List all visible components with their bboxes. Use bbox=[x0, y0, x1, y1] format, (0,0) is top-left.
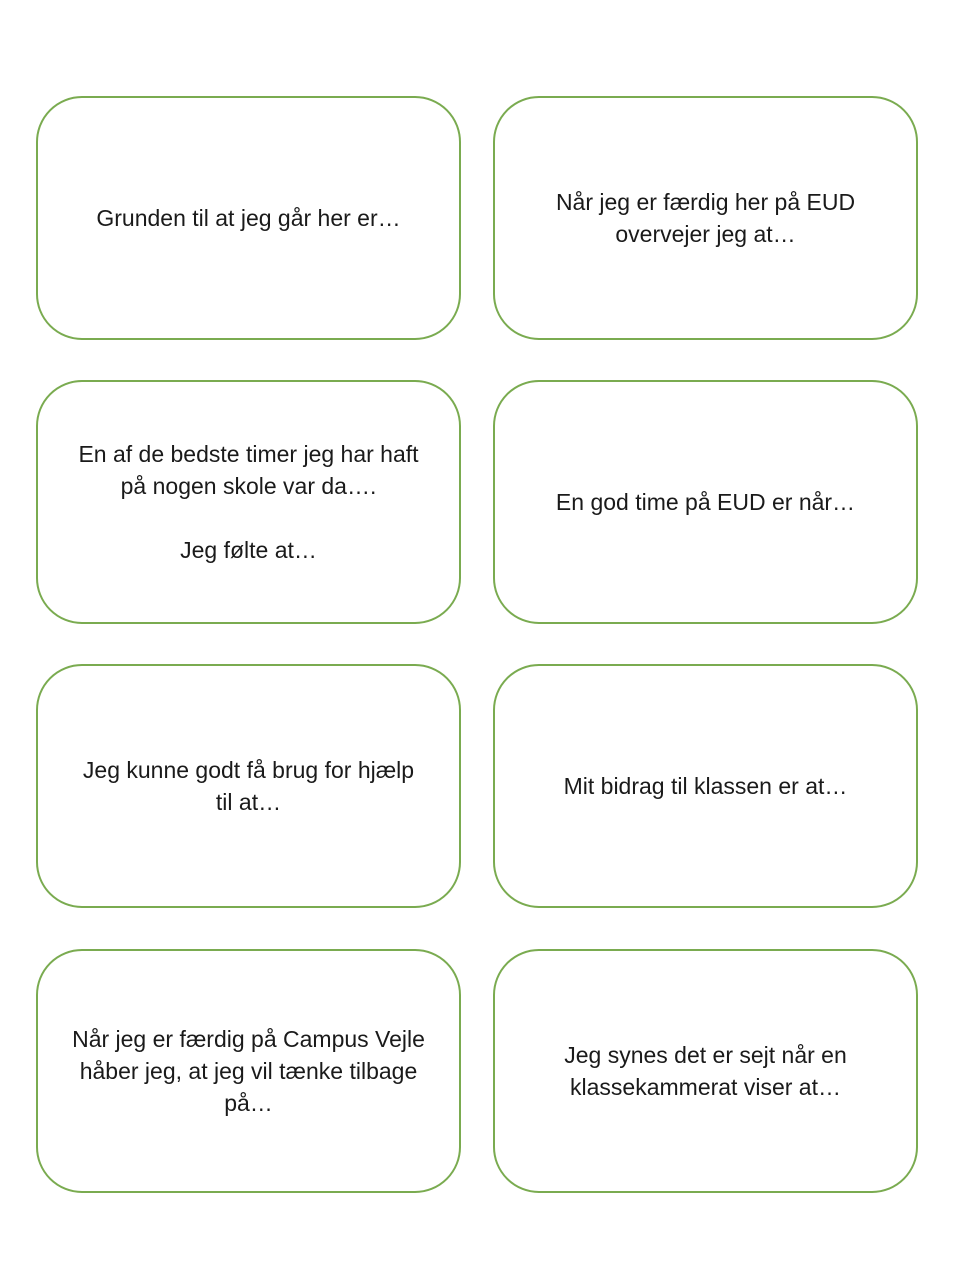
card-mit-bidrag bbox=[493, 664, 918, 908]
card-grunden bbox=[36, 96, 461, 340]
card-god-time bbox=[493, 380, 918, 624]
card-text: Mit bidrag til klassen er at… bbox=[563, 773, 848, 799]
card-bedste-timer bbox=[36, 380, 461, 624]
card-naar-faerdig-eud bbox=[493, 96, 918, 340]
card-text-line-1: En af de bedste timer jeg har haft bbox=[78, 441, 419, 467]
card-campus-vejle bbox=[36, 949, 461, 1193]
card-text-line-2: overvejer jeg at… bbox=[615, 221, 796, 247]
card-text-line-3: på… bbox=[224, 1090, 273, 1116]
card-text-line-2: håber jeg, at jeg vil tænke tilbage bbox=[79, 1058, 418, 1084]
card-text-line-1: Når jeg er færdig på Campus Vejle bbox=[72, 1026, 425, 1052]
card-brug-for-hjaelp bbox=[36, 664, 461, 908]
card-text-line-1: Jeg kunne godt få brug for hjælp bbox=[82, 757, 415, 783]
card-text-line-1: Når jeg er færdig her på EUD bbox=[555, 189, 856, 215]
card-text-line-2: på nogen skole var da…. bbox=[120, 473, 377, 499]
card-text-line-1: Jeg synes det er sejt når en bbox=[564, 1042, 847, 1068]
card-text-line-2: klassekammerat viser at… bbox=[570, 1074, 841, 1100]
card-text: Grunden til at jeg går her er… bbox=[96, 205, 401, 231]
card-text: En god time på EUD er når… bbox=[555, 489, 856, 515]
card-sejt-klassekammerat bbox=[493, 949, 918, 1193]
card-text-line-3: Jeg følte at… bbox=[180, 537, 317, 563]
card-text-line-2: til at… bbox=[215, 789, 282, 815]
